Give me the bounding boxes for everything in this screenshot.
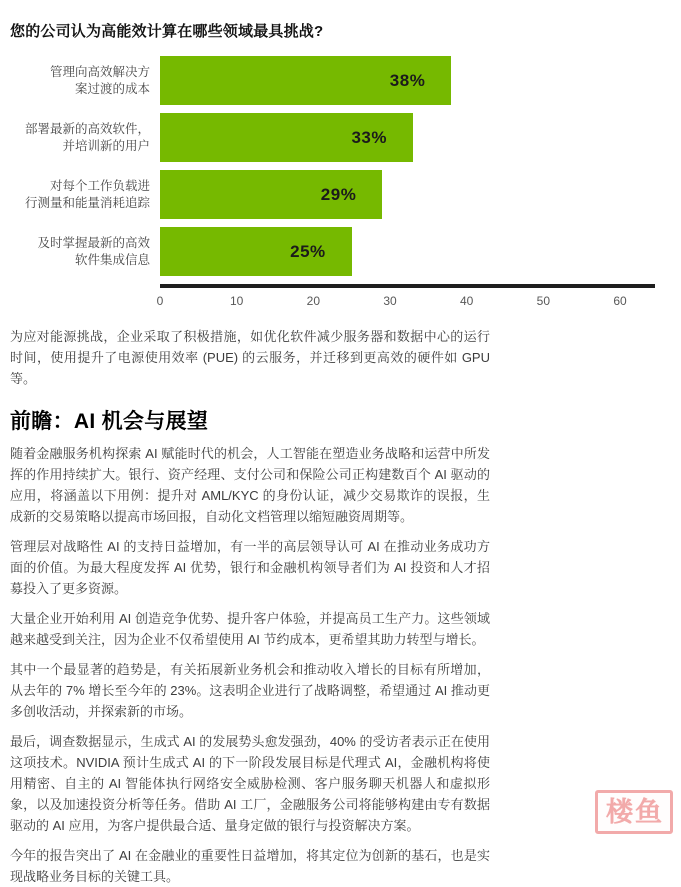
paragraph-report-conclusion: 今年的报告突出了 AI 在金融业的重要性日益增加，将其定位为创新的基石，也是实现战略业务目标的关键工具。 [10, 848, 490, 884]
x-axis-tick: 20 [306, 294, 321, 308]
chart-row [10, 113, 681, 162]
bar-category-label: 部署最新的高效软件， 并培训新的用户 [24, 121, 150, 153]
x-axis-tick: 50 [536, 294, 551, 308]
paragraph-ai-use-cases: 随着金融服务机构探索 AI 赋能时代的机会，人工智能在塑造业务战略和运营中所发挥的作用持续扩大。银行、资产经理、支付公司和保险公司正构建数百个 AI 驱动的应用，将涵盖以下用例：提升对 AML/KYC 的身份认证，减少交易欺诈的误报，生成新的交易策略以提高市场回报，自动化文档管理以缩短融资周期等。 [10, 446, 490, 524]
stamp-seal-character: 鱼 [635, 796, 662, 827]
bar-category-label: 对每个工作负载进 行测量和能量消耗追踪 [24, 178, 150, 210]
bar-measure-energy [160, 170, 382, 219]
bar-value-label: 38% [389, 70, 426, 90]
bar-track [160, 170, 620, 219]
paragraph-generative-ai: 最后，调查数据显示，生成式 AI 的发展势头愈发强劲，40% 的受访者表示正在使用这项技术。NVIDIA 预计生成式 AI 的下一阶段发展目标是代理式 AI，金融机构将使用精密、自主的 AI 智能体执行网络安全威胁检测、客户服务聊天机器人和虚拟形象，以及加速投资分析等任务。借助 AI 工厂，金融服务公司将能够构建由专有数据驱动的 AI 应用，为客户提供最合适、量身定做的银行与投资解决方案。 [10, 734, 490, 833]
bar-category-label: 管理向高效解决方 案过渡的成本 [49, 64, 150, 96]
section-heading-ai-outlook: 前瞻：AI 机会与展望 [10, 410, 209, 433]
bar-track [160, 113, 620, 162]
challenge-bar-chart [10, 20, 681, 310]
paragraph-competitive-advantage: 大量企业开始利用 AI 创造竞争优势、提升客户体验，并提高员工生产力。这些领域越来越受到关注，因为企业不仅希望使用 AI 节约成本，更希望其助力转型与增长。 [10, 611, 490, 647]
bar-deploy-software [160, 113, 413, 162]
paragraph-revenue-trend: 其中一个最显著的趋势是，有关拓展新业务机会和推动收入增长的目标有所增加，从去年的 7% 增长至今年的 23%。这表明企业进行了战略调整，希望通过 AI 推动更多创收活动，并探索新的市场。 [10, 662, 490, 719]
paragraph-executive-support: 管理层对战略性 AI 的支持日益增加，有一半的高层领导认可 AI 在推动业务成功方面的价值。为最大程度发挥 AI 优势，银行和金融机构领导者们为 AI 投资和人才招募投入了更多资源。 [10, 539, 490, 596]
x-axis-tick: 60 [613, 294, 627, 308]
bar-value-label: 33% [351, 127, 387, 147]
chart-row [10, 170, 681, 219]
watermark-stamp [595, 790, 673, 834]
bar-value-label: 29% [320, 184, 357, 204]
chart-row [10, 56, 681, 105]
paragraph-energy-measures: 为应对能源挑战，企业采取了积极措施，如优化软件减少服务器和数据中心的运行时间，使用提升了电源使用效率 (PUE) 的云服务，并迁移到更高效的硬件如 GPU 等。 [10, 329, 490, 386]
x-axis-tick: 40 [459, 294, 474, 308]
x-axis-ticks [156, 294, 627, 310]
x-axis-line [160, 284, 655, 288]
x-axis-tick: 30 [383, 294, 397, 308]
bar-cost-transition [160, 56, 451, 105]
stamp-seal-character: 楼 [606, 796, 633, 827]
bar-integration-info [160, 227, 352, 276]
bar-track [160, 227, 620, 276]
bar-value-label: 25% [290, 241, 326, 261]
x-axis-tick: 10 [229, 294, 244, 308]
bar-track [160, 56, 620, 105]
chart-title: 您的公司认为高能效计算在哪些领域最具挑战? [10, 23, 324, 40]
x-axis-tick: 0 [156, 294, 164, 308]
bar-category-label: 及时掌握最新的高效 软件集成信息 [37, 235, 150, 267]
chart-row [10, 227, 681, 276]
